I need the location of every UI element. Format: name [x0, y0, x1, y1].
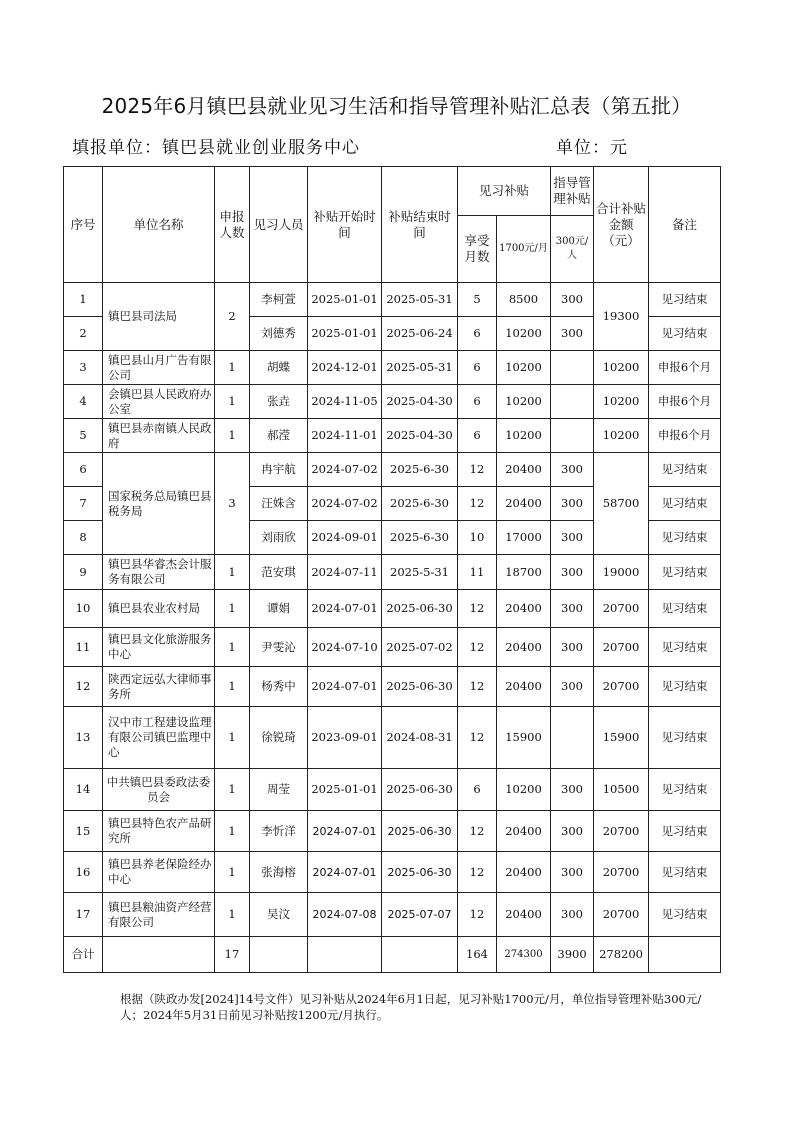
page-title: 2025年6月镇巴县就业见习生活和指导管理补贴汇总表（第五批）	[101, 94, 692, 118]
header-trainee: 见习人员	[250, 167, 308, 283]
cell-seq: 2	[64, 317, 103, 351]
cell-total: 20700	[594, 628, 649, 667]
cell-guide	[551, 351, 594, 385]
cell-end: 2025-5-31	[382, 555, 458, 590]
cell-months: 12	[458, 590, 497, 628]
cell-end: 2025-06-30	[382, 852, 458, 893]
cell-count: 1	[215, 385, 250, 419]
cell-remark: 见习结束	[649, 317, 721, 351]
cell-total: 20700	[594, 590, 649, 628]
cell-end: 2025-06-30	[382, 769, 458, 811]
cell-org: 陕西定远弘大律师事务所	[103, 667, 215, 707]
cell-amount: 20400	[497, 893, 551, 937]
currency-unit: 单位：元	[556, 138, 628, 158]
cell-org: 镇巴县赤南镇人民政府	[103, 419, 215, 453]
cell-amount: 18700	[497, 555, 551, 590]
cell-name: 张海榕	[250, 852, 308, 893]
cell-count: 1	[215, 707, 250, 769]
cell-months: 12	[458, 707, 497, 769]
cell-months: 6	[458, 385, 497, 419]
totals-guide: 3900	[551, 937, 594, 973]
cell-remark: 见习结束	[649, 852, 721, 893]
cell-months: 6	[458, 351, 497, 385]
cell-months: 12	[458, 453, 497, 487]
totals-remark	[649, 937, 721, 973]
cell-remark: 见习结束	[649, 487, 721, 521]
cell-end: 2025-06-30	[382, 590, 458, 628]
totals-amount: 274300	[497, 937, 551, 973]
cell-remark: 见习结束	[649, 628, 721, 667]
cell-start: 2024-07-01	[308, 667, 382, 707]
cell-remark: 见习结束	[649, 453, 721, 487]
cell-total: 10200	[594, 419, 649, 453]
cell-guide: 300	[551, 628, 594, 667]
cell-end: 2025-05-31	[382, 283, 458, 317]
cell-end: 2025-05-31	[382, 351, 458, 385]
cell-guide: 300	[551, 590, 594, 628]
cell-remark: 见习结束	[649, 521, 721, 555]
cell-amount: 17000	[497, 521, 551, 555]
cell-months: 11	[458, 555, 497, 590]
cell-guide	[551, 707, 594, 769]
cell-start: 2024-09-01	[308, 521, 382, 555]
cell-total: 19300	[594, 283, 649, 351]
cell-org: 中共镇巴县委政法委员会	[103, 769, 215, 811]
cell-name: 李忻洋	[250, 811, 308, 852]
header-applicants: 申报人数	[215, 167, 250, 283]
cell-months: 6	[458, 317, 497, 351]
cell-months: 12	[458, 667, 497, 707]
header-subsidy: 见习补贴	[458, 167, 551, 216]
cell-count: 1	[215, 852, 250, 893]
cell-start: 2024-07-11	[308, 555, 382, 590]
cell-seq: 6	[64, 453, 103, 487]
cell-remark: 见习结束	[649, 555, 721, 590]
cell-org: 镇巴县养老保险经办中心	[103, 852, 215, 893]
cell-seq: 7	[64, 487, 103, 521]
cell-end: 2025-04-30	[382, 385, 458, 419]
cell-name: 郝滢	[250, 419, 308, 453]
cell-name: 刘德秀	[250, 317, 308, 351]
cell-amount: 10200	[497, 385, 551, 419]
cell-guide: 300	[551, 453, 594, 487]
cell-org: 镇巴县文化旅游服务中心	[103, 628, 215, 667]
cell-guide: 300	[551, 555, 594, 590]
cell-months: 10	[458, 521, 497, 555]
cell-months: 12	[458, 628, 497, 667]
cell-remark: 申报6个月	[649, 419, 721, 453]
totals-total: 278200	[594, 937, 649, 973]
cell-org: 会镇巴县人民政府办公室	[103, 385, 215, 419]
cell-remark: 见习结束	[649, 707, 721, 769]
cell-total: 15900	[594, 707, 649, 769]
cell-months: 12	[458, 852, 497, 893]
cell-start: 2024-12-01	[308, 351, 382, 385]
cell-name: 吴汶	[250, 893, 308, 937]
cell-count: 1	[215, 351, 250, 385]
cell-count: 1	[215, 590, 250, 628]
cell-remark: 申报6个月	[649, 385, 721, 419]
cell-amount: 20400	[497, 453, 551, 487]
cell-name: 范安琪	[250, 555, 308, 590]
cell-remark: 申报6个月	[649, 351, 721, 385]
cell-amount: 20400	[497, 667, 551, 707]
cell-end: 2025-06-24	[382, 317, 458, 351]
cell-end: 2024-08-31	[382, 707, 458, 769]
cell-guide: 300	[551, 283, 594, 317]
cell-org: 镇巴县司法局	[103, 283, 215, 351]
cell-months: 5	[458, 283, 497, 317]
cell-amount: 20400	[497, 628, 551, 667]
cell-org: 镇巴县山月广告有限公司	[103, 351, 215, 385]
cell-end: 2025-06-30	[382, 667, 458, 707]
cell-amount: 20400	[497, 590, 551, 628]
cell-remark: 见习结束	[649, 811, 721, 852]
cell-org: 镇巴县华睿杰会计服务有限公司	[103, 555, 215, 590]
cell-amount: 10200	[497, 769, 551, 811]
totals-label: 合计	[64, 937, 103, 973]
header-guide-rate: 300元/人	[551, 216, 594, 283]
cell-name: 谭娟	[250, 590, 308, 628]
cell-name: 李柯萱	[250, 283, 308, 317]
cell-name: 杨秀中	[250, 667, 308, 707]
cell-name: 周莹	[250, 769, 308, 811]
cell-guide: 300	[551, 769, 594, 811]
totals-start	[308, 937, 382, 973]
cell-guide: 300	[551, 811, 594, 852]
cell-start: 2024-11-01	[308, 419, 382, 453]
cell-guide: 300	[551, 667, 594, 707]
cell-count: 1	[215, 419, 250, 453]
cell-org: 镇巴县粮油资产经营有限公司	[103, 893, 215, 937]
cell-amount: 10200	[497, 317, 551, 351]
cell-amount: 8500	[497, 283, 551, 317]
cell-guide: 300	[551, 487, 594, 521]
header-org: 单位名称	[103, 167, 215, 283]
cell-amount: 20400	[497, 852, 551, 893]
cell-start: 2024-07-01	[308, 590, 382, 628]
cell-name: 徐锐琦	[250, 707, 308, 769]
cell-start: 2024-07-08	[308, 893, 382, 937]
cell-guide: 300	[551, 893, 594, 937]
cell-end: 2025-06-30	[382, 811, 458, 852]
cell-months: 6	[458, 419, 497, 453]
cell-name: 尹雯沁	[250, 628, 308, 667]
cell-total: 20700	[594, 893, 649, 937]
cell-seq: 16	[64, 852, 103, 893]
cell-months: 12	[458, 487, 497, 521]
cell-seq: 8	[64, 521, 103, 555]
subsidy-table	[63, 166, 721, 973]
cell-total: 20700	[594, 852, 649, 893]
cell-start: 2024-11-05	[308, 385, 382, 419]
header-remark: 备注	[649, 167, 721, 283]
cell-amount: 15900	[497, 707, 551, 769]
cell-guide: 300	[551, 317, 594, 351]
header-seq: 序号	[64, 167, 103, 283]
totals-count: 17	[215, 937, 250, 973]
totals-end	[382, 937, 458, 973]
cell-org: 镇巴县农业农村局	[103, 590, 215, 628]
cell-count: 1	[215, 811, 250, 852]
cell-months: 12	[458, 811, 497, 852]
totals-org	[103, 937, 215, 973]
cell-end: 2025-6-30	[382, 521, 458, 555]
cell-start: 2025-01-01	[308, 317, 382, 351]
cell-total: 58700	[594, 453, 649, 555]
cell-remark: 见习结束	[649, 283, 721, 317]
cell-name: 胡蝶	[250, 351, 308, 385]
cell-name: 汪姝含	[250, 487, 308, 521]
cell-total: 10200	[594, 351, 649, 385]
cell-total: 10200	[594, 385, 649, 419]
cell-guide	[551, 419, 594, 453]
cell-start: 2024-07-01	[308, 852, 382, 893]
cell-remark: 见习结束	[649, 769, 721, 811]
header-months: 享受月数	[458, 216, 497, 283]
cell-total: 19000	[594, 555, 649, 590]
cell-guide	[551, 385, 594, 419]
cell-seq: 5	[64, 419, 103, 453]
cell-guide: 300	[551, 521, 594, 555]
cell-seq: 1	[64, 283, 103, 317]
cell-count: 1	[215, 893, 250, 937]
cell-count: 1	[215, 667, 250, 707]
cell-seq: 4	[64, 385, 103, 419]
cell-amount: 20400	[497, 487, 551, 521]
footnote: 根据（陕政办发[2024]14号文件）见习补贴从2024年6月1日起，见习补贴1700元/月，单位指导管理补贴300元/人；2024年5月31日前见习补贴按1200元/月执行。	[120, 992, 702, 1022]
cell-remark: 见习结束	[649, 667, 721, 707]
cell-seq: 15	[64, 811, 103, 852]
cell-end: 2025-07-07	[382, 893, 458, 937]
header-guide: 指导管理补贴	[551, 167, 594, 216]
cell-end: 2025-6-30	[382, 453, 458, 487]
cell-seq: 13	[64, 707, 103, 769]
cell-remark: 见习结束	[649, 893, 721, 937]
cell-count: 1	[215, 628, 250, 667]
cell-start: 2025-01-01	[308, 769, 382, 811]
cell-end: 2025-6-30	[382, 487, 458, 521]
cell-org: 镇巴县特色农产品研究所	[103, 811, 215, 852]
cell-months: 6	[458, 769, 497, 811]
cell-org: 汉中市工程建设监理有限公司镇巴监理中心	[103, 707, 215, 769]
cell-seq: 12	[64, 667, 103, 707]
cell-count: 1	[215, 769, 250, 811]
cell-count: 2	[215, 283, 250, 351]
cell-guide: 300	[551, 852, 594, 893]
cell-total: 10500	[594, 769, 649, 811]
cell-start: 2023-09-01	[308, 707, 382, 769]
cell-seq: 10	[64, 590, 103, 628]
header-total: 合计补贴金额（元）	[594, 167, 649, 283]
cell-start: 2024-07-10	[308, 628, 382, 667]
cell-end: 2025-04-30	[382, 419, 458, 453]
cell-seq: 14	[64, 769, 103, 811]
header-rate: 1700元/月	[497, 216, 551, 283]
cell-seq: 3	[64, 351, 103, 385]
cell-seq: 17	[64, 893, 103, 937]
cell-start: 2024-07-02	[308, 487, 382, 521]
cell-total: 20700	[594, 667, 649, 707]
totals-months: 164	[458, 937, 497, 973]
cell-remark: 见习结束	[649, 590, 721, 628]
cell-name: 张垚	[250, 385, 308, 419]
cell-months: 12	[458, 893, 497, 937]
cell-start: 2024-07-01	[308, 811, 382, 852]
cell-seq: 11	[64, 628, 103, 667]
totals-name	[250, 937, 308, 973]
cell-amount: 10200	[497, 351, 551, 385]
header-start: 补贴开始时间	[308, 167, 382, 283]
cell-end: 2025-07-02	[382, 628, 458, 667]
cell-seq: 9	[64, 555, 103, 590]
cell-start: 2025-01-01	[308, 283, 382, 317]
cell-name: 刘雨欣	[250, 521, 308, 555]
filler-unit: 填报单位：镇巴县就业创业服务中心	[72, 138, 360, 158]
cell-count: 1	[215, 555, 250, 590]
cell-total: 20700	[594, 811, 649, 852]
cell-start: 2024-07-02	[308, 453, 382, 487]
header-end: 补贴结束时间	[382, 167, 458, 283]
cell-org: 国家税务总局镇巴县税务局	[103, 453, 215, 555]
cell-amount: 20400	[497, 811, 551, 852]
cell-name: 冉宇航	[250, 453, 308, 487]
cell-amount: 10200	[497, 419, 551, 453]
cell-count: 3	[215, 453, 250, 555]
